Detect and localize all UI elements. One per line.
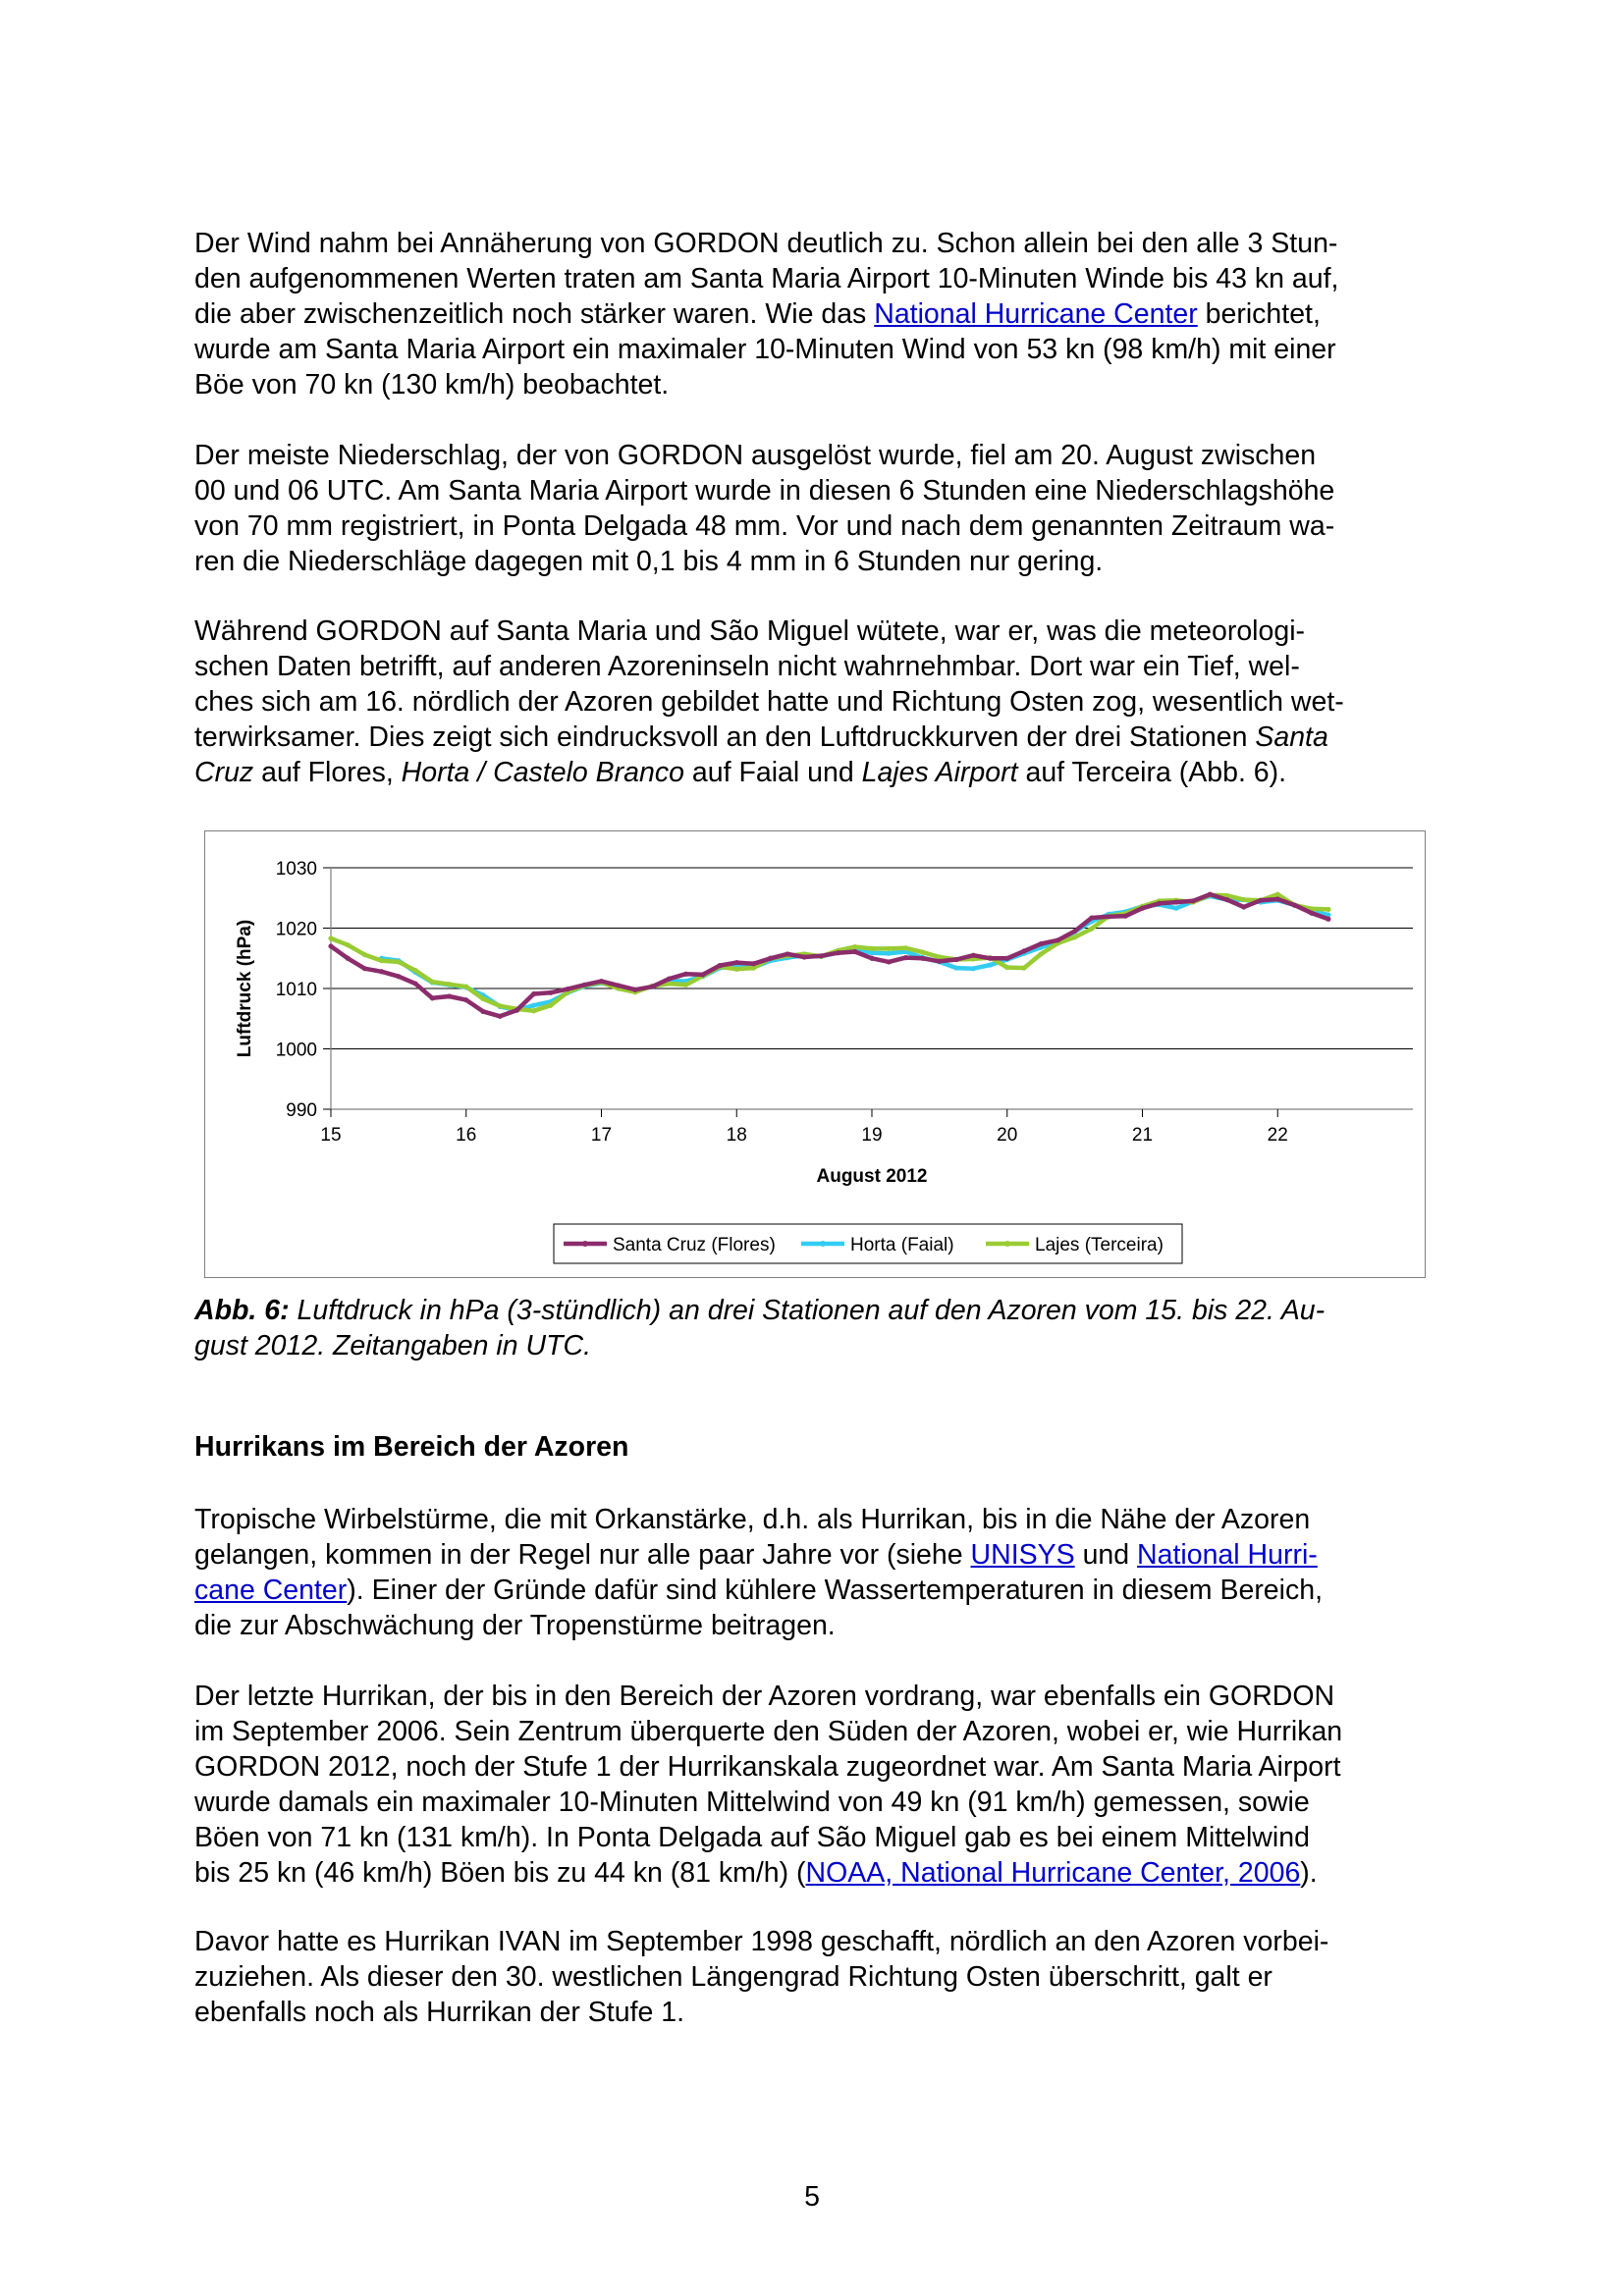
data-point xyxy=(1191,898,1196,903)
data-point xyxy=(362,966,367,971)
data-point xyxy=(1021,948,1026,953)
data-point xyxy=(1123,914,1128,919)
data-point xyxy=(1309,911,1314,916)
data-point xyxy=(548,990,553,995)
text-line: Tropische Wirbelstürme, die mit Orkanstärke, d.h. als Hurrikan, bis in die Nähe der Azoren xyxy=(194,1504,1311,1535)
data-point xyxy=(903,955,908,960)
text-run: auf Faial und xyxy=(683,757,862,788)
pressure-chart xyxy=(204,830,1426,1278)
data-point xyxy=(802,954,807,959)
data-point xyxy=(683,983,688,988)
text-line xyxy=(194,1293,1446,1328)
data-point xyxy=(396,974,401,979)
data-point xyxy=(887,946,892,951)
pressure-chart-svg xyxy=(205,831,1427,1279)
data-point xyxy=(1039,941,1044,946)
paragraph-tropical-storms xyxy=(194,1502,1446,1643)
legend-label: Santa Cruz (Flores) xyxy=(613,1235,776,1255)
x-tick-label: 15 xyxy=(320,1125,342,1146)
text-line: Böen von 71 kn (131 km/h). In Ponta Delgada auf São Miguel gab es bei einem Mittelwind xyxy=(194,1822,1310,1853)
y-tick-label: 1010 xyxy=(275,980,317,1000)
text-run: berichtet, xyxy=(1197,298,1321,330)
data-point xyxy=(599,979,604,984)
data-point xyxy=(700,972,705,977)
text-run: bis 25 kn (46 km/h) Böen bis zu 44 kn (81 km/h) ( xyxy=(194,1857,806,1889)
data-point xyxy=(1292,903,1297,908)
data-point xyxy=(1072,929,1077,934)
data-point xyxy=(346,942,351,947)
text-line: von 70 mm registriert, in Ponta Delgada 48 mm. Vor und nach dem genannten Zeitraum wa- xyxy=(194,510,1335,542)
y-tick-label: 1030 xyxy=(275,859,317,880)
data-point xyxy=(531,1008,536,1013)
link-national-hurricane-center[interactable]: National Hurricane Center xyxy=(874,298,1198,330)
data-point xyxy=(565,987,569,991)
x-axis-label: August 2012 xyxy=(816,1166,928,1187)
data-point xyxy=(1173,899,1178,904)
text-run: auf Flores, xyxy=(253,757,402,788)
text-run: ). Einer der Gründe dafür sind kühlere Wassertemperaturen in diesem Bereich, xyxy=(347,1575,1324,1606)
data-point xyxy=(412,981,417,986)
data-point xyxy=(1326,917,1330,922)
data-point xyxy=(988,962,993,967)
data-point xyxy=(683,972,688,977)
data-point xyxy=(412,968,417,973)
station-name-italic: Horta / Castelo Branco xyxy=(401,757,684,788)
data-point xyxy=(582,983,587,988)
data-point xyxy=(852,944,857,949)
data-point xyxy=(463,997,468,1002)
text-line: 00 und 06 UTC. Am Santa Maria Airport wurde in diesen 6 Stunden eine Niederschlagshöhe xyxy=(194,475,1335,507)
data-point xyxy=(1089,927,1094,932)
data-point xyxy=(498,1003,503,1008)
data-point xyxy=(887,959,892,964)
paragraph-wind xyxy=(194,226,1446,402)
text-line: zuziehen. Als dieser den 30. westlichen Längengrad Richtung Osten überschritt, galt er xyxy=(194,1961,1272,1993)
text-line xyxy=(194,755,1446,790)
text-line: den aufgenommenen Werten traten am Santa Maria Airport 10-Minuten Winde bis 43 kn auf, xyxy=(194,263,1339,294)
x-tick-label: 21 xyxy=(1131,1125,1154,1146)
data-point xyxy=(971,953,976,958)
text-line: im September 2006. Sein Zentrum überquerte den Süden der Azoren, wobei er, wie Hurrikan xyxy=(194,1716,1343,1747)
y-tick-label: 1020 xyxy=(275,919,317,940)
paragraph-precipitation xyxy=(194,438,1446,579)
paragraph-ivan-1998 xyxy=(194,1924,1446,2030)
text-line: ches sich am 16. nördlich der Azoren gebildet hatte und Richtung Osten zog, wesentlich wet- xyxy=(194,686,1344,718)
text-line xyxy=(194,1573,1446,1608)
x-tick-label: 22 xyxy=(1267,1125,1288,1146)
data-point xyxy=(1208,891,1213,896)
data-point xyxy=(937,959,942,964)
section-heading: Hurrikans im Bereich der Azoren xyxy=(194,1431,629,1463)
text-line: wurde damals ein maximaler 10-Minuten Mittelwind von 49 kn (91 km/h) gemessen, sowie xyxy=(194,1787,1310,1818)
link-national-hurricane-center-2[interactable]: National Hurri- xyxy=(1137,1539,1318,1571)
text-line: ren die Niederschläge dagegen mit 0,1 bis 4 mm in 6 Stunden nur gering. xyxy=(194,546,1104,577)
text-run: ). xyxy=(1300,1857,1318,1889)
text-line: Der meiste Niederschlag, der von GORDON ausgelöst wurde, fiel am 20. August zwischen xyxy=(194,440,1317,471)
data-point xyxy=(852,949,857,954)
text-line xyxy=(194,1855,1446,1891)
text-run: die aber zwischenzeitlich noch stärker waren. Wie das xyxy=(194,298,875,330)
data-point xyxy=(1004,965,1009,970)
data-point xyxy=(1106,914,1110,919)
data-point xyxy=(717,963,722,968)
data-point xyxy=(1157,901,1162,906)
text-line: gust 2012. Zeitangaben in UTC. xyxy=(194,1330,591,1362)
data-point xyxy=(531,991,536,996)
link-national-hurricane-center-2-cont[interactable]: cane Center xyxy=(194,1575,348,1606)
y-tick-label: 990 xyxy=(286,1100,317,1121)
data-point xyxy=(869,946,874,951)
text-line xyxy=(194,1537,1446,1573)
data-point xyxy=(751,961,756,966)
text-line: Während GORDON auf Santa Maria und São Miguel wütete, war er, was die meteorologi- xyxy=(194,615,1306,647)
data-point xyxy=(1173,906,1178,911)
legend-marker xyxy=(582,1241,588,1247)
x-tick-label: 17 xyxy=(590,1125,613,1146)
x-tick-label: 20 xyxy=(997,1125,1018,1146)
data-point xyxy=(328,943,333,948)
data-point xyxy=(953,957,958,962)
data-point xyxy=(379,969,384,974)
link-noaa-nhc-2006[interactable]: NOAA, National Hurricane Center, 2006 xyxy=(805,1857,1301,1889)
data-point xyxy=(734,967,739,972)
data-point xyxy=(1326,907,1330,912)
data-point xyxy=(920,950,925,955)
data-point xyxy=(1140,906,1145,911)
legend-label: Horta (Faial) xyxy=(850,1235,954,1255)
data-point xyxy=(667,977,672,982)
legend-marker xyxy=(1004,1241,1010,1247)
x-tick-label: 18 xyxy=(726,1125,747,1146)
text-run: und xyxy=(1074,1539,1138,1571)
data-point xyxy=(734,960,739,965)
data-point xyxy=(346,956,351,961)
x-tick-label: 19 xyxy=(861,1125,883,1146)
data-point xyxy=(1072,934,1077,939)
data-point xyxy=(768,956,773,961)
data-point xyxy=(903,945,908,950)
text-line xyxy=(194,720,1446,755)
data-point xyxy=(836,950,840,955)
data-point xyxy=(430,995,435,1000)
x-tick-label: 16 xyxy=(456,1125,477,1146)
text-run: gelangen, kommen in der Regel nur alle paar Jahre vor (siehe xyxy=(194,1539,971,1571)
y-tick-label: 1000 xyxy=(275,1040,317,1061)
data-point xyxy=(1241,897,1246,902)
data-point xyxy=(362,952,367,957)
text-line: Der letzte Hurrikan, der bis in den Bereich der Azoren vordrang, war ebenfalls ein GORDON xyxy=(194,1681,1335,1712)
data-point xyxy=(1275,896,1280,901)
text-line: Der Wind nahm bei Annäherung von GORDON deutlich zu. Schon allein bei den alle 3 Stun- xyxy=(194,228,1338,259)
y-axis-label: Luftdruck (hPa) xyxy=(235,919,255,1058)
data-point xyxy=(1258,898,1263,903)
data-point xyxy=(396,959,401,964)
data-point xyxy=(869,956,874,961)
data-point xyxy=(328,935,333,940)
station-name-italic: Lajes Airport xyxy=(861,757,1018,788)
data-point xyxy=(430,980,435,985)
data-point xyxy=(1021,965,1026,970)
paragraph-gordon-2006 xyxy=(194,1679,1446,1891)
data-point xyxy=(616,983,621,988)
data-point xyxy=(971,966,976,971)
data-point xyxy=(632,988,637,992)
data-point xyxy=(650,985,655,989)
text-line: wurde am Santa Maria Airport ein maximaler 10-Minuten Wind von 53 kn (98 km/h) mit einer xyxy=(194,334,1336,365)
data-point xyxy=(1056,937,1060,942)
text-run: Luftdruck in hPa (3-stündlich) an drei Stationen auf den Azoren vom 15. bis 22. Au- xyxy=(289,1295,1326,1326)
text-line xyxy=(194,296,1446,332)
data-point xyxy=(480,1009,485,1014)
figure-caption xyxy=(194,1293,1446,1363)
data-point xyxy=(1089,915,1094,920)
data-point xyxy=(1275,891,1280,896)
station-name-italic: Cruz xyxy=(194,757,254,788)
data-point xyxy=(548,1003,553,1008)
data-point xyxy=(514,1008,519,1013)
data-point xyxy=(1039,951,1044,956)
data-point xyxy=(953,965,958,970)
data-point xyxy=(988,956,993,961)
data-point xyxy=(920,956,925,961)
text-line: Davor hatte es Hurrikan IVAN im September 1998 geschafft, nördlich an den Azoren vorbei- xyxy=(194,1926,1329,1957)
text-run: auf Terceira (Abb. 6). xyxy=(1017,757,1287,788)
link-unisys[interactable]: UNISYS xyxy=(970,1539,1075,1571)
data-point xyxy=(1224,897,1229,902)
text-line: ebenfalls noch als Hurrikan der Stufe 1. xyxy=(194,1997,685,2028)
data-point xyxy=(1004,956,1009,961)
data-point xyxy=(379,958,384,963)
data-point xyxy=(531,1003,536,1008)
data-point xyxy=(480,996,485,1001)
data-point xyxy=(819,953,824,958)
data-point xyxy=(447,982,452,987)
text-line: die zur Abschwächung der Tropenstürme beitragen. xyxy=(194,1610,836,1641)
caption-label: Abb. 6: xyxy=(194,1295,290,1326)
data-point xyxy=(785,951,789,956)
text-line: Böe von 70 kn (130 km/h) beobachtet. xyxy=(194,369,670,400)
data-point xyxy=(1241,904,1246,909)
text-line: GORDON 2012, noch der Stufe 1 der Hurrikanskala zugeordnet war. Am Santa Maria Airport xyxy=(194,1751,1341,1783)
paragraph-other-islands xyxy=(194,614,1446,790)
station-name-italic: Santa xyxy=(1255,721,1328,753)
data-point xyxy=(447,993,452,998)
text-run: terwirksamer. Dies zeigt sich eindrucksvoll an den Luftdruckkurven der drei Stationen xyxy=(194,721,1256,753)
text-line: schen Daten betrifft, auf anderen Azoreninseln nicht wahrnehmbar. Dort war ein Tief, wel- xyxy=(194,651,1300,682)
page-number: 5 xyxy=(804,2181,820,2213)
legend-label: Lajes (Terceira) xyxy=(1035,1235,1164,1255)
data-point xyxy=(463,985,468,989)
data-point xyxy=(887,951,892,956)
legend-marker xyxy=(820,1241,826,1247)
data-point xyxy=(498,1014,503,1019)
